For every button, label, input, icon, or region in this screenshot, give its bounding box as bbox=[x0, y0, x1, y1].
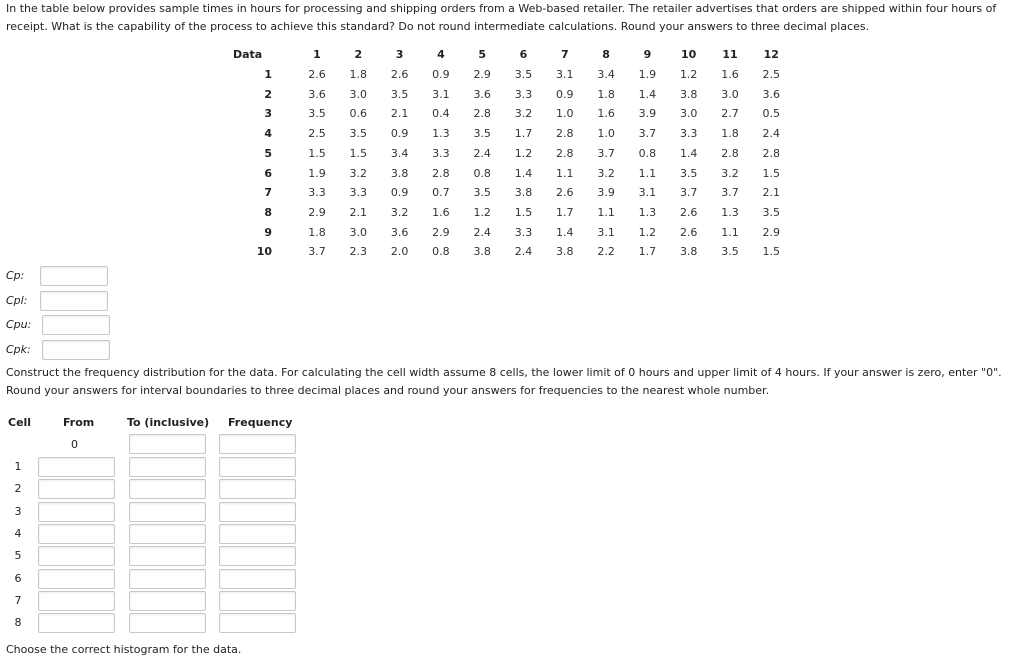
data-table-col-header: 10 bbox=[681, 48, 697, 61]
data-table-cell: 1.2 bbox=[679, 68, 698, 81]
data-table-row-label: 3 bbox=[264, 107, 272, 121]
data-table-cell: 0.8 bbox=[638, 146, 657, 160]
freq-from-input[interactable] bbox=[38, 524, 115, 544]
data-table-cell: 1.4 bbox=[556, 225, 574, 239]
data-table-cell: 3.9 bbox=[638, 107, 657, 121]
data-table-row-label: 8 bbox=[264, 205, 272, 219]
freq-frequency-input[interactable] bbox=[219, 613, 296, 633]
data-table-cell: 3.2 bbox=[597, 166, 615, 180]
question-intro: In the table below provides sample times in hours for processing and shipping orders from a Web-based retailer. The retailer advertises that orders are shipped within four hours of receipt. What is the capability of the process to achieve this standard? Do not round intermediate calculations. Round your answers to three decimal places. bbox=[6, 2, 997, 33]
freq-from-input[interactable] bbox=[38, 502, 115, 522]
data-table-cell: 3.8 bbox=[679, 87, 698, 101]
data-table-cell: 2.8 bbox=[721, 146, 739, 160]
data-table-cell: 2.6 bbox=[308, 68, 326, 81]
data-table-col-header: 8 bbox=[602, 48, 610, 61]
freq-header-cell: Cell bbox=[8, 416, 32, 429]
data-table-row-label: 4 bbox=[264, 127, 272, 141]
freq-to-input[interactable] bbox=[129, 524, 206, 544]
data-table-cell: 1.0 bbox=[597, 127, 615, 141]
data-table-cell: 3.1 bbox=[597, 225, 615, 239]
data-table-cell: 2.7 bbox=[721, 107, 739, 121]
freq-to-input[interactable] bbox=[129, 434, 206, 454]
freq-header-from: From bbox=[63, 416, 95, 429]
freq-to-input[interactable] bbox=[129, 569, 206, 589]
data-table-col-header: 2 bbox=[354, 48, 363, 61]
data-table-cell: 3.5 bbox=[514, 68, 533, 81]
freq-frequency-input[interactable] bbox=[219, 479, 296, 499]
data-table-cell: 3.3 bbox=[432, 146, 450, 160]
cpu-label: Cpu: bbox=[6, 318, 32, 331]
freq-to-input[interactable] bbox=[129, 457, 206, 477]
data-table-cell: 2.1 bbox=[762, 186, 781, 200]
data-table-cell: 0.9 bbox=[390, 127, 409, 141]
data-table-title: Data bbox=[233, 48, 263, 61]
data-table-cell: 1.4 bbox=[638, 87, 657, 101]
data-table-cell: 2.8 bbox=[556, 146, 574, 160]
freq-cell-number: 8 bbox=[14, 616, 22, 630]
freq-frequency-input[interactable] bbox=[219, 502, 296, 522]
data-table-cell: 3.6 bbox=[390, 225, 409, 239]
freq-frequency-input[interactable] bbox=[219, 434, 296, 454]
data-table-cell: 0.8 bbox=[432, 245, 450, 259]
data-table-cell: 2.5 bbox=[308, 127, 326, 141]
data-table-col-header: 11 bbox=[722, 48, 738, 61]
data-table-row-label: 5 bbox=[264, 146, 272, 160]
freq-cell-number: 4 bbox=[14, 526, 22, 540]
data-table-cell: 3.8 bbox=[473, 245, 491, 259]
data-table-cell: 2.6 bbox=[679, 225, 698, 239]
data-table-cell: 1.5 bbox=[514, 205, 533, 219]
data-table-cell: 1.2 bbox=[473, 205, 491, 219]
histogram-prompt: Choose the correct histogram for the data. bbox=[6, 643, 242, 656]
data-table-col-header: 5 bbox=[478, 48, 487, 61]
data-table-cell: 2.6 bbox=[679, 205, 698, 219]
data-table-cell: 3.0 bbox=[349, 87, 368, 101]
data-table-cell: 2.1 bbox=[390, 107, 409, 121]
data-table-cell: 3.3 bbox=[308, 186, 326, 200]
freq-to-input[interactable] bbox=[129, 479, 206, 499]
data-table-cell: 3.7 bbox=[308, 245, 326, 259]
data-table-cell: 3.6 bbox=[308, 87, 326, 101]
data-table-cell: 3.8 bbox=[679, 245, 698, 259]
data-table-cell: 3.5 bbox=[390, 87, 409, 101]
data-table-cell: 2.6 bbox=[556, 186, 574, 200]
data-table-cell: 3.3 bbox=[679, 127, 698, 141]
freq-header-to: To (inclusive) bbox=[127, 416, 210, 429]
data-table-cell: 1.8 bbox=[349, 68, 368, 81]
data-table-col-header: 7 bbox=[560, 48, 569, 61]
cpl-input[interactable] bbox=[40, 291, 108, 311]
data-table-cell: 1.4 bbox=[679, 146, 698, 160]
data-table-col-header: 9 bbox=[643, 48, 652, 61]
cp-input[interactable] bbox=[40, 266, 108, 286]
data-table-cell: 3.2 bbox=[721, 166, 739, 180]
data-table-cell: 2.0 bbox=[390, 245, 409, 259]
data-table-cell: 3.5 bbox=[762, 205, 781, 219]
data-table-cell: 1.0 bbox=[556, 107, 574, 121]
freq-to-input[interactable] bbox=[129, 546, 206, 566]
data-table-cell: 0.7 bbox=[432, 186, 450, 200]
freq-cell-number: 5 bbox=[14, 549, 22, 563]
cpl-label: Cpl: bbox=[6, 294, 28, 307]
data-table-cell: 3.7 bbox=[597, 146, 615, 160]
data-table-cell: 2.9 bbox=[762, 225, 781, 239]
cpk-input[interactable] bbox=[42, 340, 110, 360]
freq-from-input[interactable] bbox=[38, 569, 115, 589]
data-table-cell: 1.7 bbox=[556, 205, 574, 219]
freq-frequency-input[interactable] bbox=[219, 569, 296, 589]
data-table-cell: 1.7 bbox=[514, 127, 533, 141]
data-table-cell: 2.5 bbox=[762, 68, 781, 81]
data-table-cell: 2.8 bbox=[473, 107, 491, 121]
data-table-cell: 3.7 bbox=[679, 186, 698, 200]
data-table-cell: 3.6 bbox=[762, 87, 781, 101]
data-table-cell: 2.4 bbox=[473, 146, 491, 160]
data-table-cell: 2.4 bbox=[514, 245, 533, 259]
freq-frequency-input[interactable] bbox=[219, 457, 296, 477]
data-table-cell: 1.1 bbox=[597, 205, 615, 219]
data-table-row-label: 10 bbox=[256, 245, 272, 259]
freq-to-input[interactable] bbox=[129, 502, 206, 522]
data-table-cell: 0.9 bbox=[556, 87, 574, 101]
data-table-cell: 3.1 bbox=[638, 186, 657, 200]
data-table-cell: 3.3 bbox=[349, 186, 368, 200]
data-table-cell: 2.9 bbox=[473, 68, 491, 81]
data-table-cell: 1.3 bbox=[721, 205, 739, 219]
data-table-cell: 3.5 bbox=[473, 127, 491, 141]
data-table-row-label: 7 bbox=[264, 186, 272, 200]
data-table-cell: 2.4 bbox=[473, 225, 491, 239]
data-table-cell: 0.8 bbox=[473, 166, 491, 180]
data-table-col-header: 4 bbox=[437, 48, 445, 61]
freq-cell-number: 3 bbox=[14, 504, 22, 518]
data-table-cell: 1.3 bbox=[432, 127, 450, 141]
data-table-cell: 3.2 bbox=[349, 166, 368, 180]
data-table-cell: 1.8 bbox=[597, 87, 615, 101]
freq-cell-number: 2 bbox=[14, 482, 22, 496]
freq-to-input[interactable] bbox=[129, 591, 206, 611]
data-table-cell: 3.8 bbox=[556, 245, 574, 259]
data-table-cell: 1.3 bbox=[638, 205, 657, 219]
data-table-cell: 1.9 bbox=[638, 68, 657, 81]
freq-first-from-value: 0 bbox=[71, 438, 78, 451]
data-table-cell: 1.2 bbox=[638, 225, 657, 239]
data-table-cell: 2.8 bbox=[762, 146, 781, 160]
data-table-row-label: 1 bbox=[264, 68, 272, 81]
data-table-cell: 1.2 bbox=[514, 146, 533, 160]
data-table-row-label: 6 bbox=[264, 166, 272, 180]
data-table-cell: 3.6 bbox=[473, 87, 491, 101]
data-table-cell: 3.9 bbox=[597, 186, 615, 200]
data-table-cell: 2.8 bbox=[556, 127, 574, 141]
data-table-row-label: 9 bbox=[264, 225, 272, 239]
data-table-cell: 3.5 bbox=[679, 166, 698, 180]
data-table-cell: 1.6 bbox=[597, 107, 615, 121]
freq-from-input[interactable] bbox=[38, 613, 115, 633]
data-table-cell: 3.0 bbox=[721, 87, 739, 101]
data-table-cell: 3.2 bbox=[390, 205, 409, 219]
data-table-cell: 3.3 bbox=[514, 225, 533, 239]
freq-cell-number: 7 bbox=[14, 593, 22, 607]
cpu-input[interactable] bbox=[42, 315, 110, 335]
data-table-cell: 2.9 bbox=[432, 225, 450, 239]
data-table-col-header: 3 bbox=[395, 48, 404, 61]
data-table-cell: 2.9 bbox=[308, 205, 326, 219]
data-table-cell: 3.7 bbox=[721, 186, 739, 200]
data-table-cell: 3.4 bbox=[390, 146, 409, 160]
data-table-cell: 2.1 bbox=[349, 205, 368, 219]
cp-label: Cp: bbox=[6, 269, 25, 282]
data-table-cell: 1.5 bbox=[762, 245, 781, 259]
freq-from-input[interactable] bbox=[38, 546, 115, 566]
data-table-cell: 3.0 bbox=[679, 107, 698, 121]
freq-frequency-input[interactable] bbox=[219, 591, 296, 611]
freq-frequency-input[interactable] bbox=[219, 524, 296, 544]
data-table-cell: 0.6 bbox=[349, 107, 368, 121]
data-table-col-header: 6 bbox=[519, 48, 528, 61]
data-table-cell: 1.4 bbox=[514, 166, 533, 180]
data-table-cell: 2.6 bbox=[390, 68, 409, 81]
freq-from-input[interactable] bbox=[38, 591, 115, 611]
data-table-cell: 2.2 bbox=[597, 245, 615, 259]
data-table-cell: 0.4 bbox=[432, 107, 450, 121]
data-table-cell: 3.5 bbox=[473, 186, 491, 200]
data-table-cell: 2.8 bbox=[432, 166, 450, 180]
data-table-cell: 1.8 bbox=[308, 225, 326, 239]
freq-header-frequency: Frequency bbox=[228, 416, 293, 429]
data-table-cell: 3.5 bbox=[308, 107, 326, 121]
data-table-cell: 1.5 bbox=[308, 146, 326, 160]
freq-cell-number: 1 bbox=[14, 460, 22, 473]
data-table-cell: 1.5 bbox=[349, 146, 368, 160]
freq-from-input[interactable] bbox=[38, 457, 115, 477]
data-table-cell: 1.5 bbox=[762, 166, 781, 180]
freq-from-input[interactable] bbox=[38, 479, 115, 499]
data-table-cell: 3.3 bbox=[514, 87, 533, 101]
cpk-label: Cpk: bbox=[6, 343, 31, 356]
data-table-cell: 3.2 bbox=[514, 107, 533, 121]
data-table-cell: 1.1 bbox=[721, 225, 739, 239]
data-table-cell: 1.1 bbox=[638, 166, 657, 180]
data-table-cell: 3.7 bbox=[638, 127, 657, 141]
data-table-cell: 3.1 bbox=[556, 68, 574, 81]
data-table-cell: 1.6 bbox=[432, 205, 450, 219]
data-table-cell: 0.5 bbox=[762, 107, 781, 121]
freq-cell-number: 6 bbox=[14, 571, 22, 585]
data-table-cell: 2.4 bbox=[762, 127, 781, 141]
data-table-cell: 2.3 bbox=[349, 245, 368, 259]
data-table-cell: 0.9 bbox=[432, 68, 450, 81]
data-table-cell: 3.8 bbox=[514, 186, 533, 200]
frequency-instructions: Construct the frequency distribution for the data. For calculating the cell width assume 8 cells, the lower limit of 0 hours and upper limit of 4 hours. If your answer is zero, enter "0". Round your answers for interval boundaries to three decimal places and round your answers for frequencies to the nearest whole number. bbox=[6, 366, 1002, 397]
data-table-cell: 3.4 bbox=[597, 68, 615, 81]
data-table-cell: 3.5 bbox=[721, 245, 739, 259]
data-table-cell: 3.0 bbox=[349, 225, 368, 239]
freq-to-input[interactable] bbox=[129, 613, 206, 633]
data-table-cell: 3.5 bbox=[349, 127, 368, 141]
data-table-cell: 1.9 bbox=[308, 166, 326, 180]
data-table-cell: 1.6 bbox=[721, 68, 739, 81]
data-table-cell: 3.1 bbox=[432, 87, 450, 101]
data-table-cell: 0.9 bbox=[390, 186, 409, 200]
data-table-cell: 1.1 bbox=[556, 166, 574, 180]
data-table-cell: 1.8 bbox=[721, 127, 739, 141]
data-table-row-label: 2 bbox=[264, 87, 272, 101]
data-table-cell: 1.7 bbox=[638, 245, 657, 259]
data-table-col-header: 12 bbox=[763, 48, 779, 61]
data-table-col-header: 1 bbox=[313, 48, 321, 61]
data-table-cell: 3.8 bbox=[390, 166, 409, 180]
freq-frequency-input[interactable] bbox=[219, 546, 296, 566]
